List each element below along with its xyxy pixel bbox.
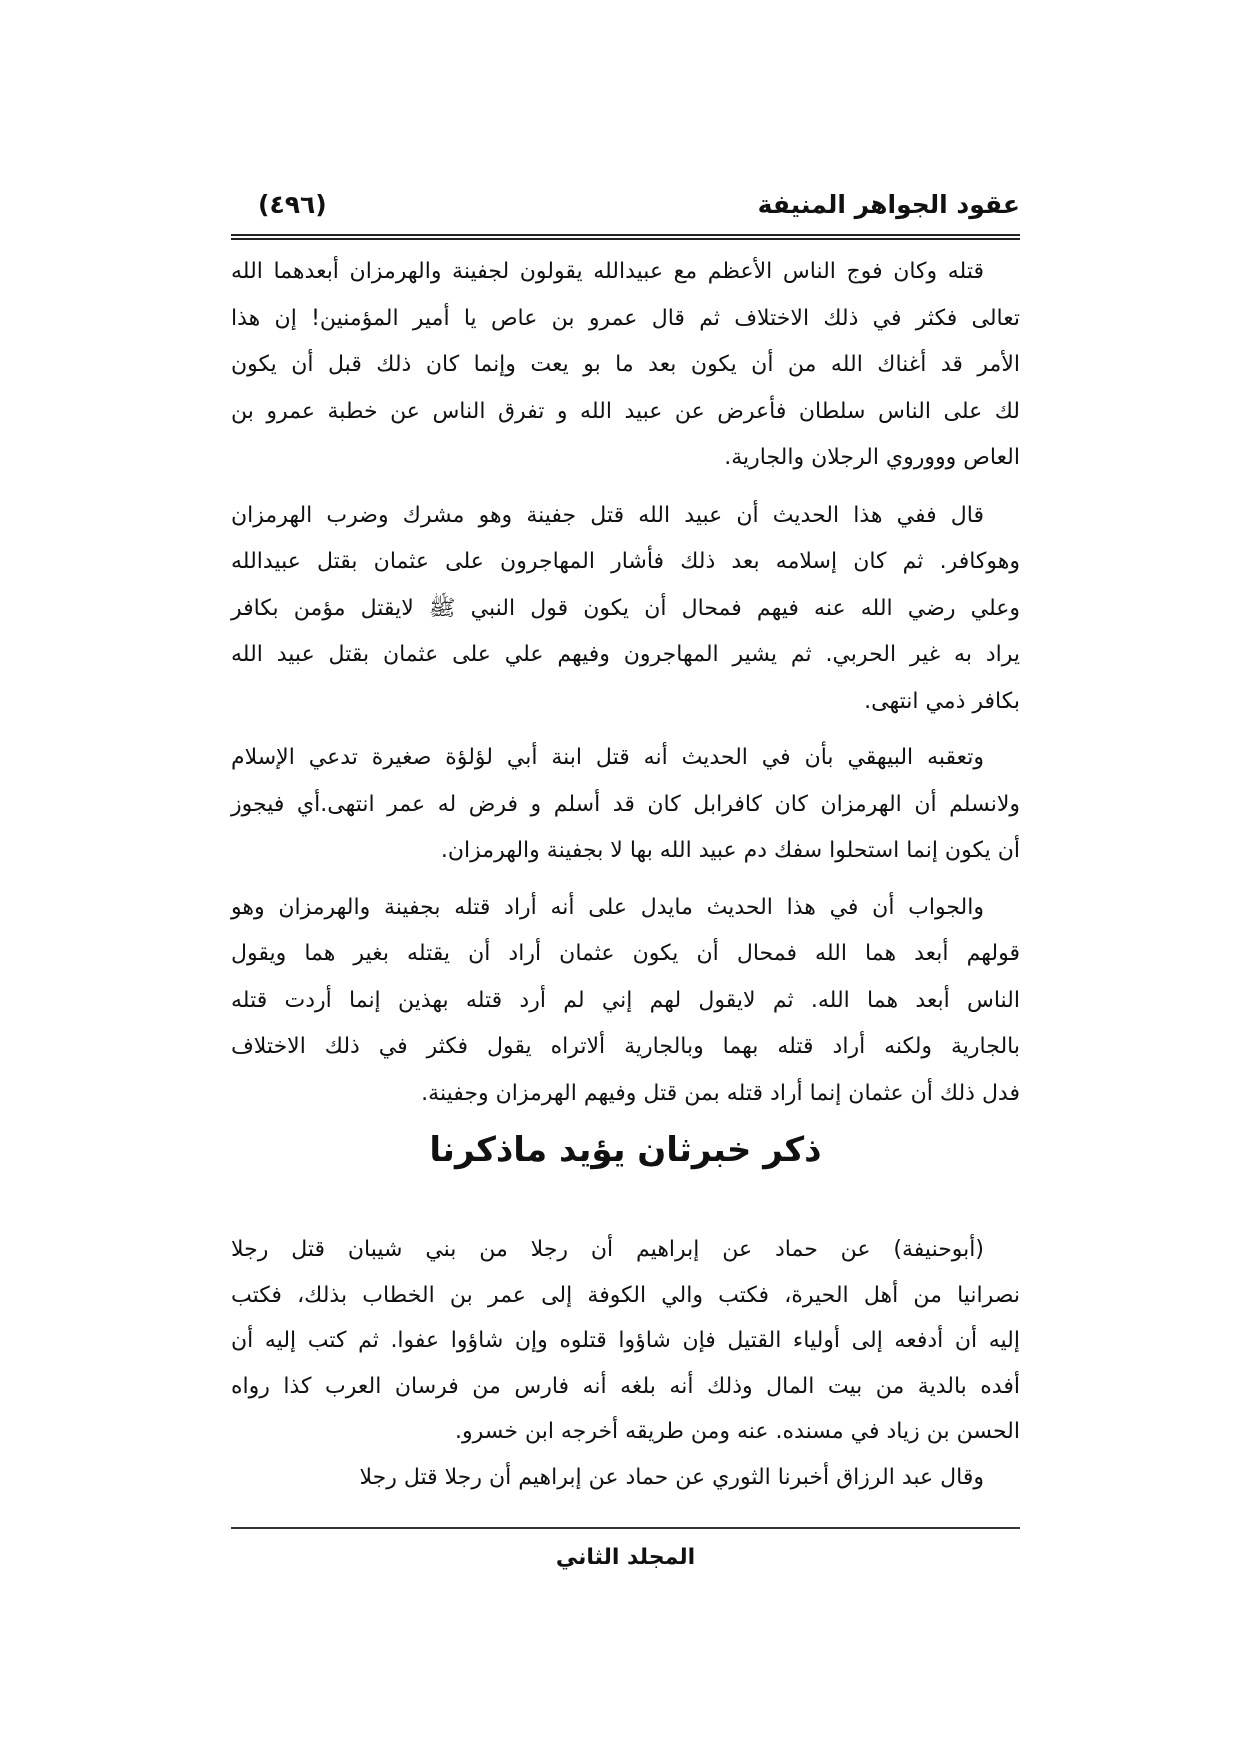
text-line: الحسن بن زياد في مسنده. عنه ومن طريقه أخرجه ابن خسرو. bbox=[454, 1419, 1020, 1444]
volume-footer: المجلد الثاني bbox=[555, 1545, 696, 1570]
text-line: وقال عبد الرزاق أخبرنا الثوري عن حماد عن إبراهيم أن رجلا قتل رجلا bbox=[359, 1464, 984, 1490]
text-line: تعالى فكثر في ذلك الاختلاف ثم قال عمرو بن عاص يا أمير المؤمنين! إن هذا bbox=[231, 305, 1020, 331]
text-line: والجواب أن في هذا الحديث مايدل على أنه أراد قتله بجفينة والهرمزان وهو bbox=[231, 894, 984, 920]
text-line: قولهم أبعد هما الله فمحال أن يكون عثمان أراد أن يقتله بغير هما ويقول bbox=[231, 941, 1020, 966]
text-line: قتله وكان فوج الناس الأعظم مع عبيدالله يقولون لجفينة والهرمزان أبعدهما الله bbox=[231, 259, 984, 284]
text-line: ولانسلم أن الهرمزان كان كافرابل كان قد أسلم و فرض له عمر انتهى.أي فيجوز bbox=[231, 791, 1020, 817]
text-line: أن يكون إنما استحلوا سفك دم عبيد الله بها لا بجفينة والهرمزان. bbox=[440, 838, 1020, 863]
text-line: أفده بالدية من بيت المال وذلك أنه بلغه أنه فارس من فرسان العرب كذا رواه bbox=[231, 1373, 1020, 1399]
text-line: الناس أبعد هما الله. ثم لايقول لهم إني لم أرد قتله بهذين إنما أردت قتله bbox=[231, 987, 1020, 1013]
footer-rule bbox=[231, 1527, 1020, 1529]
text-line: (أبوحنيفة) عن حماد عن إبراهيم أن رجلا من بني شيبان قتل رجلا bbox=[231, 1237, 984, 1262]
text-line: إليه أن أدفعه إلى أولياء القتيل فإن شاؤوا قتلوه وإن شاؤوا عفوا. ثم كتب إليه أن bbox=[231, 1328, 1020, 1353]
header-double-rule bbox=[231, 234, 1020, 240]
text-line: يراد به غير الحربي. ثم يشير المهاجرون وفيهم علي على عثمان بقتل عبيد الله bbox=[231, 642, 1020, 667]
text-line: الأمر قد أغناك الله من أن يكون بعد ما بو يعت وإنما كان ذلك قبل أن يكون bbox=[231, 352, 1020, 377]
page-number: (٤٩٦) bbox=[258, 190, 327, 219]
text-line: فدل ذلك أن عثمان إنما أراد قتله بمن قتل وفيهم الهرمزان وجفينة. bbox=[421, 1080, 1020, 1106]
section-heading: ذكر خبرثان يؤيد ماذكرنا bbox=[429, 1130, 822, 1170]
text-line: وهوكافر. ثم كان إسلامه بعد ذلك فأشار المهاجرون على عثمان بقتل عبيدالله bbox=[231, 549, 1020, 574]
text-line: العاص وووروي الرجلان والجارية. bbox=[724, 445, 1020, 470]
text-line: لك على الناس سلطان فأعرض عن عبيد الله و تفرق الناس عن خطبة عمرو بن bbox=[231, 398, 1020, 424]
text-line: وتعقبه البيهقي بأن في الحديث أنه قتل ابنة أبي لؤلؤة صغيرة تدعي الإسلام bbox=[231, 745, 984, 770]
text-line: بالجارية ولكنه أراد قتله بهما وبالجارية ألاتراه يقول فكثر في ذلك الاختلاف bbox=[231, 1034, 1020, 1059]
running-header-title: عقود الجواهر المنيفة bbox=[757, 190, 1020, 219]
text-line: قال ففي هذا الحديث أن عبيد الله قتل جفينة وهو مشرك وضرب الهرمزان bbox=[231, 502, 984, 528]
text-line: بكافر ذمي انتهى. bbox=[864, 688, 1020, 714]
text-line: نصرانيا من أهل الحيرة، فكتب والي الكوفة إلى عمر بن الخطاب بذلك، فكتب bbox=[231, 1282, 1020, 1308]
text-line: وعلي رضي الله عنه فيهم فمحال أن يكون قول النبي ﷺ لايقتل مؤمن بكافر bbox=[231, 595, 1020, 621]
